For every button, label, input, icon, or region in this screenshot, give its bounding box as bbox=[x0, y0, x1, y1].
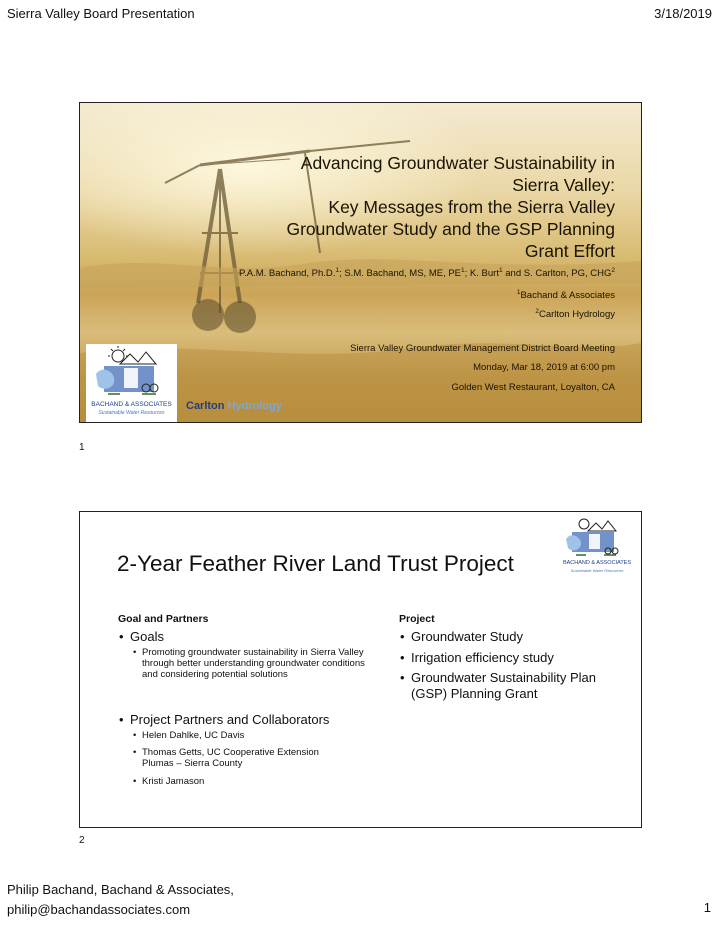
left-column-heading: Goal and Partners bbox=[118, 613, 209, 625]
slide-1 bbox=[79, 102, 642, 423]
bachand-associates-logo bbox=[86, 344, 177, 422]
authors-line: P.A.M. Bachand, Ph.D.$^1$; S.M. Bachand, MS, ME, $PE^1$; K. Burt$^1$ and S. Carlton, PG, CHG$^2$ bbox=[238, 267, 615, 280]
slide-title-line-4: Groundwater Study and the GSP Planning bbox=[286, 219, 615, 239]
carlton-hydrology-logo: Carlton Hydrology bbox=[186, 400, 282, 412]
logo-name: BACHAND & ASSOCIATES bbox=[562, 560, 632, 566]
slide-title-line-1: Advancing Groundwater Sustainability in bbox=[300, 153, 615, 173]
logo-name: BACHAND & ASSOCIATES bbox=[91, 401, 172, 408]
page-number: 1 bbox=[703, 900, 711, 915]
partner-item: • Helen Dahlke, UC Davis bbox=[142, 730, 352, 741]
affiliation-2: $^2$Carlton Hydrology bbox=[535, 308, 615, 321]
project-item: • Groundwater Sustainability Plan (GSP) Planning Grant bbox=[411, 670, 621, 702]
bachand-associates-logo-small bbox=[558, 515, 636, 577]
slide-title-line-2: Sierra Valley: bbox=[512, 175, 615, 195]
partners-bullet: • Project Partners and Collaborators bbox=[130, 712, 329, 728]
page-header-date: 3/18/2019 bbox=[654, 6, 712, 21]
partner-item: • Kristi Jamason bbox=[142, 776, 352, 787]
affiliation-1: $^1$Bachand & Associates bbox=[516, 289, 615, 302]
goals-detail: • Promoting groundwater sustainability in Sierra Valley through better understanding groundwater conditions and considering potential solutions bbox=[142, 647, 367, 680]
footer-author: Philip Bachand, Bachand & Associates, bbox=[7, 882, 234, 897]
project-item: • Groundwater Study bbox=[411, 629, 523, 645]
footer-email: philip@bachandassociates.com bbox=[7, 902, 191, 917]
right-column-heading: Project bbox=[399, 613, 435, 625]
logo-graphic-icon bbox=[558, 515, 636, 561]
slide-number-1: 1 bbox=[79, 442, 85, 453]
slide-title-line-5: Grant Effort bbox=[524, 241, 615, 261]
logo-graphic-icon bbox=[86, 344, 177, 402]
goals-bullet: • Goals bbox=[130, 629, 164, 645]
logo-tagline: Sustainable Water Resources bbox=[98, 410, 165, 416]
logo-tagline: Sustainable Water Resources bbox=[570, 568, 624, 573]
meeting-name: Sierra Valley Groundwater Management District Board Meeting bbox=[350, 343, 615, 354]
slide-2 bbox=[79, 511, 642, 828]
meeting-location: Golden West Restaurant, Loyalton, CA bbox=[451, 382, 615, 393]
project-item: • Irrigation efficiency study bbox=[411, 650, 554, 666]
meeting-date: Monday, Mar 18, 2019 at 6:00 pm bbox=[473, 362, 615, 373]
slide-title-line-3: Key Messages from the Sierra Valley bbox=[328, 197, 615, 217]
slide-number-2: 2 bbox=[79, 835, 85, 846]
partner-item: • Thomas Getts, UC Cooperative Extension Plumas – Sierra County bbox=[142, 747, 352, 769]
page-header-title: Sierra Valley Board Presentation bbox=[7, 6, 195, 21]
slide-title: 2-Year Feather River Land Trust Project bbox=[117, 551, 514, 576]
page-footer bbox=[7, 880, 234, 920]
